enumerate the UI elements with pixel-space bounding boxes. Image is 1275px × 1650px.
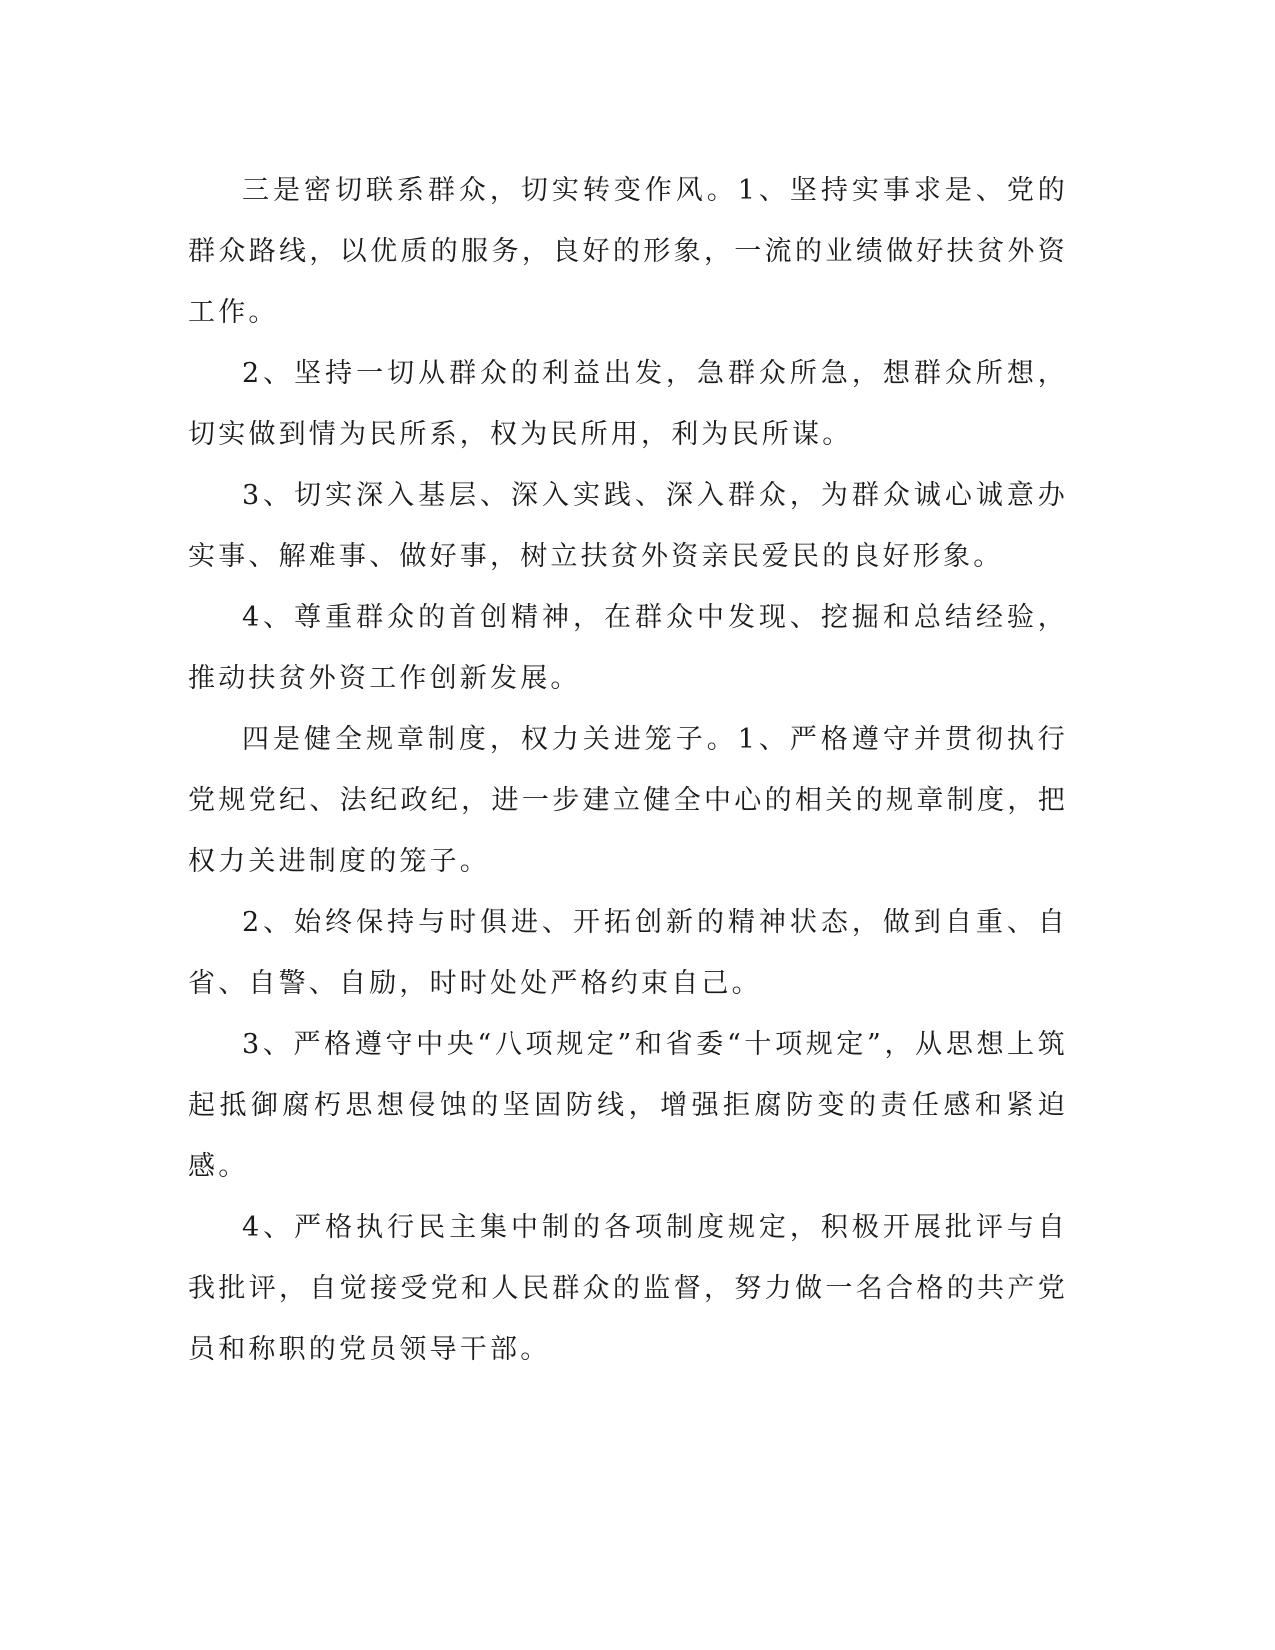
- paragraph: 三是密切联系群众，切实转变作风。1、坚持实事求是、党的群众路线，以优质的服务，良好的形象，一流的业绩做好扶贫外资工作。: [188, 175, 1068, 328]
- paragraph: 4、严格执行民主集中制的各项制度规定，积极开展批评与自我批评，自觉接受党和人民群众的监督，努力做一名合格的共产党员和称职的党员领导干部。: [188, 1212, 1068, 1365]
- paragraph: 四是健全规章制度，权力关进笼子。1、严格遵守并贯彻执行党规党纪、法纪政纪，进一步建立健全中心的相关的规章制度，把权力关进制度的笼子。: [188, 724, 1068, 877]
- document-body: [188, 160, 1068, 1380]
- paragraph: 3、严格遵守中央“八项规定”和省委“十项规定”，从思想上筑起抵御腐朽思想侵蚀的坚固防线，增强拒腐防变的责任感和紧迫感。: [188, 1029, 1068, 1182]
- paragraph: 3、切实深入基层、深入实践、深入群众，为群众诚心诚意办实事、解难事、做好事，树立扶贫外资亲民爱民的良好形象。: [188, 480, 1068, 572]
- paragraph: 4、尊重群众的首创精神，在群众中发现、挖掘和总结经验，推动扶贫外资工作创新发展。: [188, 602, 1068, 694]
- paragraph: 2、始终保持与时俱进、开拓创新的精神状态，做到自重、自省、自警、自励，时时处处严格约束自己。: [188, 907, 1068, 999]
- paragraph: 2、坚持一切从群众的利益出发，急群众所急，想群众所想，切实做到情为民所系，权为民所用，利为民所谋。: [188, 358, 1068, 450]
